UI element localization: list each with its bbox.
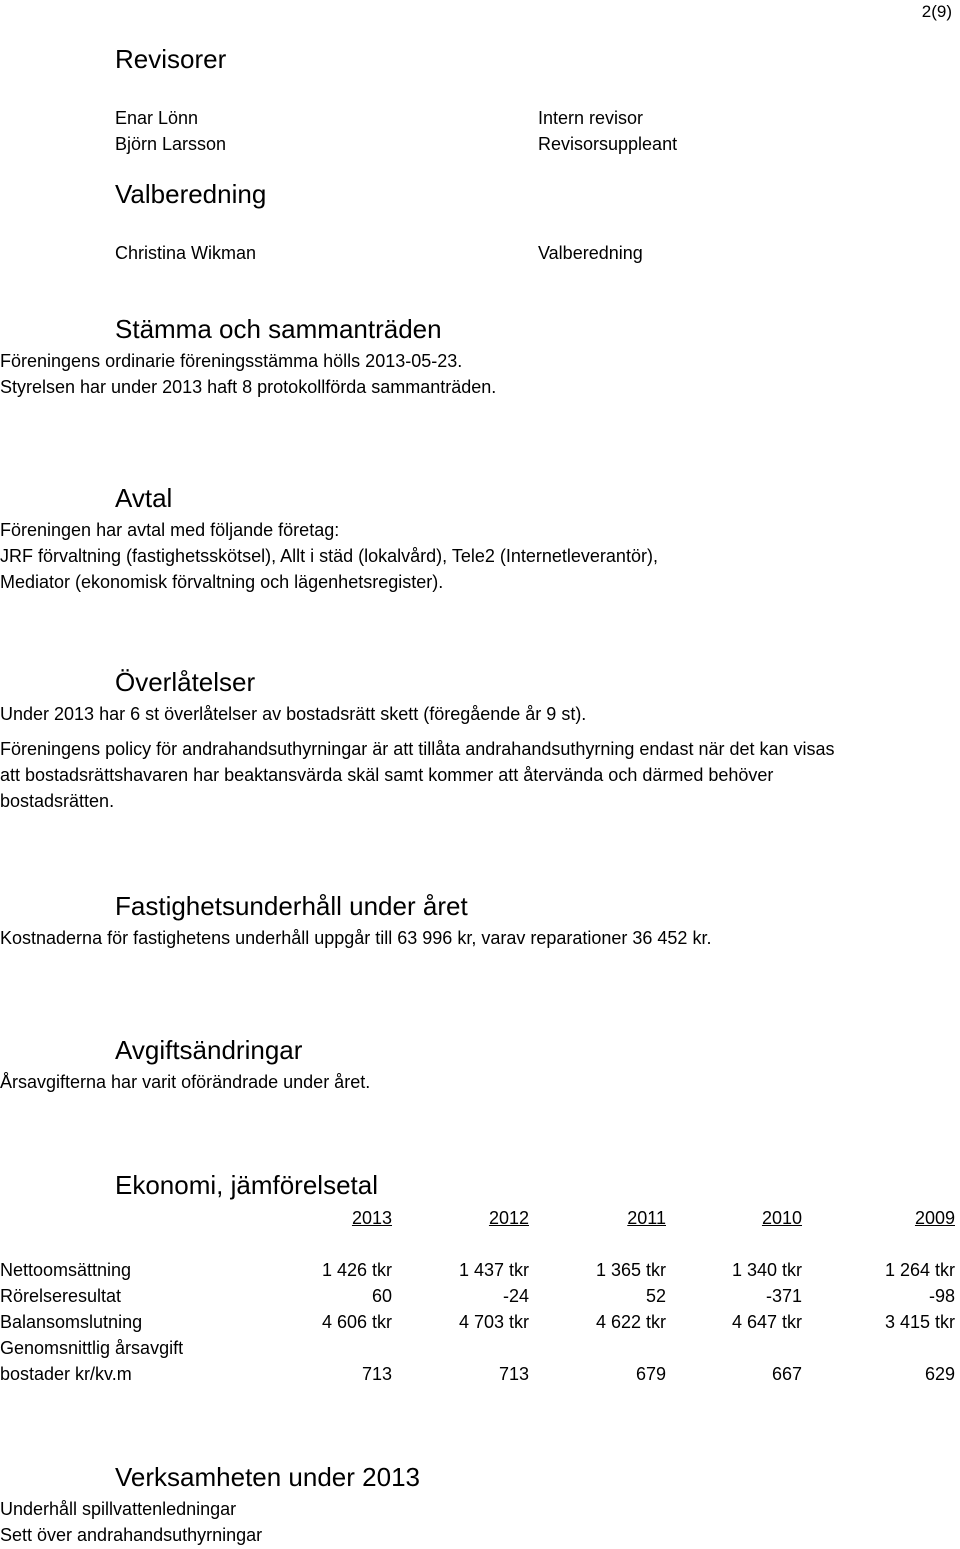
year-header: 2011 xyxy=(627,1208,666,1228)
table-cell: 4 622 tkr xyxy=(595,1312,666,1332)
revisor-role: Intern revisor xyxy=(538,108,644,128)
table-cell: 667 xyxy=(771,1364,802,1384)
table-row-label: Genomsnittlig årsavgift xyxy=(0,1338,184,1358)
paragraph-line: Föreningens ordinarie föreningsstämma hölls 2013-05-23. xyxy=(0,351,463,371)
revisor-name: Björn Larsson xyxy=(115,134,227,154)
paragraph-line: Kostnaderna för fastighetens underhåll uppgår till 63 996 kr, varav reparationer 36 452 kr. xyxy=(0,928,712,948)
paragraph-line: Föreningen har avtal med följande företag: xyxy=(0,520,340,540)
table-cell: 1 426 tkr xyxy=(321,1260,392,1280)
section-heading-avtal: Avtal xyxy=(115,483,173,513)
table-cell: 60 xyxy=(371,1286,392,1306)
section-heading-stamma: Stämma och sammanträden xyxy=(115,314,442,344)
table-cell: -371 xyxy=(765,1286,802,1306)
year-header: 2009 xyxy=(914,1208,955,1228)
table-cell: -24 xyxy=(502,1286,529,1306)
table-cell: 1 264 tkr xyxy=(884,1260,955,1280)
table-cell: 4 647 tkr xyxy=(731,1312,802,1332)
table-cell: 3 415 tkr xyxy=(884,1312,955,1332)
valberedning-role: Valberedning xyxy=(538,243,643,263)
year-header: 2013 xyxy=(351,1208,392,1228)
section-heading-fastighet: Fastighetsunderhåll under året xyxy=(115,891,468,921)
table-cell: 52 xyxy=(645,1286,666,1306)
revisor-name: Enar Lönn xyxy=(115,108,199,128)
paragraph-line: Underhåll spillvattenledningar xyxy=(0,1499,237,1519)
table-row-label: Nettoomsättning xyxy=(0,1260,132,1280)
paragraph-line: att bostadsrättshavaren har beaktansvärda skäl samt kommer att återvända och därmed behöver xyxy=(0,765,774,785)
section-heading-avgift: Avgiftsändringar xyxy=(115,1035,303,1065)
table-cell: 1 340 tkr xyxy=(731,1260,802,1280)
table-cell: -98 xyxy=(928,1286,955,1306)
table-cell: 679 xyxy=(635,1364,666,1384)
year-header: 2010 xyxy=(761,1208,802,1228)
paragraph-line: Mediator (ekonomisk förvaltning och lägenhetsregister). xyxy=(0,572,444,592)
paragraph-line: Styrelsen har under 2013 haft 8 protokollförda sammanträden. xyxy=(0,377,497,397)
section-heading-valberedning: Valberedning xyxy=(115,179,267,209)
table-row-label: bostader kr/kv.m xyxy=(0,1364,132,1384)
section-heading-overlatelser: Överlåtelser xyxy=(115,667,256,697)
table-cell: 1 365 tkr xyxy=(595,1260,666,1280)
section-heading-revisorer: Revisorer xyxy=(115,44,227,74)
paragraph-line: bostadsrätten. xyxy=(0,791,115,811)
paragraph-line: Under 2013 har 6 st överlåtelser av bostadsrätt skett (föregående år 9 st). xyxy=(0,704,587,724)
section-heading-verksamheten: Verksamheten under 2013 xyxy=(115,1462,420,1492)
table-cell: 713 xyxy=(498,1364,529,1384)
paragraph-line: Årsavgifterna har varit oförändrade under året. xyxy=(0,1072,371,1092)
table-cell: 4 606 tkr xyxy=(321,1312,392,1332)
valberedning-name: Christina Wikman xyxy=(115,243,257,263)
table-cell: 629 xyxy=(924,1364,955,1384)
table-cell: 713 xyxy=(361,1364,392,1384)
table-row-label: Rörelseresultat xyxy=(0,1286,122,1306)
page-number: 2(9) xyxy=(921,2,952,21)
paragraph-line: Föreningens policy för andrahandsuthyrningar är att tillåta andrahandsuthyrning endast när det kan visas xyxy=(0,739,835,759)
table-cell: 4 703 tkr xyxy=(458,1312,529,1332)
table-row-label: Balansomslutning xyxy=(0,1312,143,1332)
section-heading-ekonomi: Ekonomi, jämförelsetal xyxy=(115,1170,378,1200)
year-header: 2012 xyxy=(488,1208,529,1228)
revisor-role: Revisorsuppleant xyxy=(538,134,678,154)
table-cell: 1 437 tkr xyxy=(458,1260,529,1280)
paragraph-line: JRF förvaltning (fastighetsskötsel), Allt i städ (lokalvård), Tele2 (Internetleverantör), xyxy=(0,546,658,566)
paragraph-line: Sett över andrahandsuthyrningar xyxy=(0,1525,263,1545)
